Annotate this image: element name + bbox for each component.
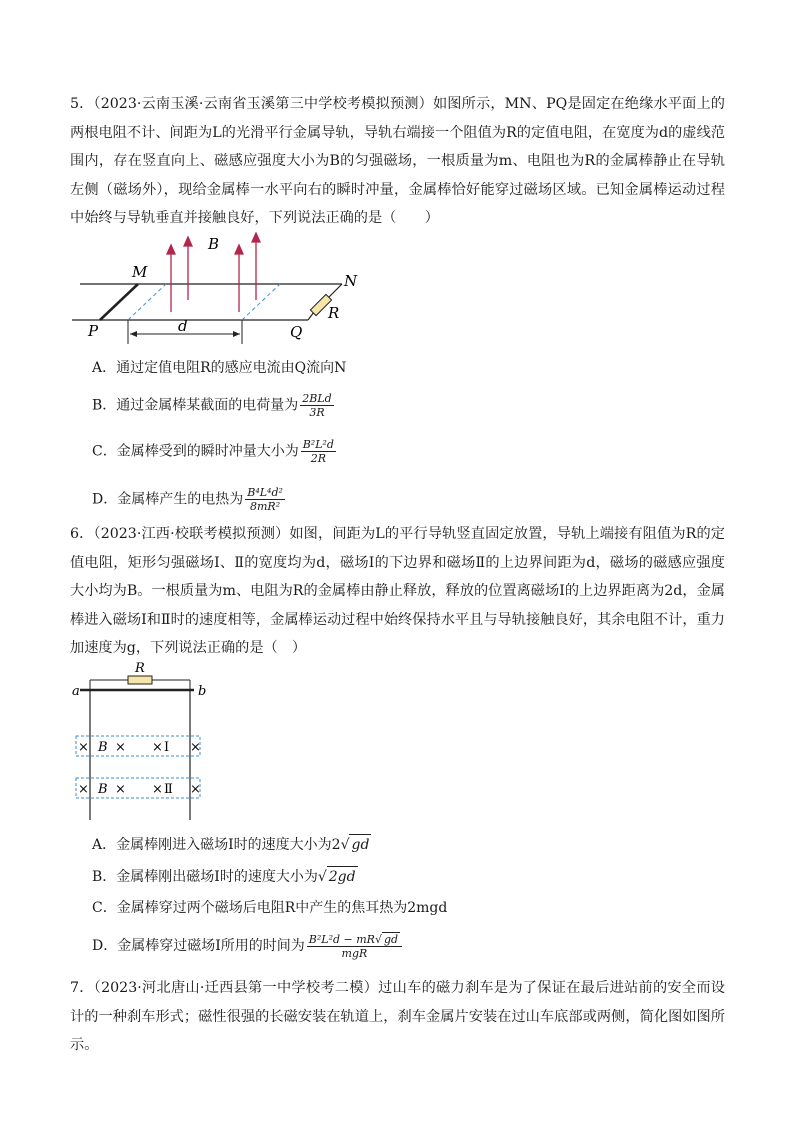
numerator-part: B²L²d − mR — [308, 933, 375, 946]
question-5-option-c — [92, 438, 336, 465]
option-d-fraction — [307, 932, 402, 960]
figure-label-B: B — [208, 235, 220, 253]
field-I-cross-1: × — [78, 740, 89, 755]
question-6-option-a — [92, 834, 371, 855]
fraction-numerator — [307, 932, 402, 947]
question-5-stem: 5．（2023·云南玉溪·云南省玉溪第三中学校考模拟预测）如图所示，MN、PQ是固定在绝缘水平面上的两根电阻不计、间距为L的光滑平行金属导轨，导轨右端接一个阻值为R的定值电阻，在宽度为d的虚线范围内，存在竖直向上、磁感应强度大小为B的匀强磁场，一根质量为m、电阻也为R的金属棒静止在导轨左侧（磁场外），现给金属棒一水平向右的瞬时冲量，金属棒恰好能穿过磁场区域。已知金属棒运动过程中始终与导轨垂直并接触良好，下列说法正确的是（ ） — [70, 96, 725, 226]
field-I-label: Ⅰ — [164, 740, 170, 755]
figure-label-N: N — [344, 272, 358, 290]
question-5-option-b — [92, 392, 334, 419]
question-7-stem: 7．（2023·河北唐山·迁西县第一中学校考二模）过山车的磁力刹车是为了保证在最后进站前的安全而设计的一种刹车形式；磁性很强的长磁安装在轨道上，刹车金属片安装在过山车底部或两侧，简化图如图所示。 — [70, 980, 725, 1053]
option-a-coefficient: 2 — [331, 837, 341, 853]
fraction-denominator: mgR — [341, 947, 368, 960]
field-II-label-B: B — [98, 782, 108, 797]
sqrt-symbol: √ — [340, 837, 350, 853]
fraction-denominator: 2R — [310, 452, 326, 465]
option-b-fraction — [300, 392, 333, 419]
figure-rails-magnetic-field — [70, 232, 370, 344]
fraction-denominator: 8mR² — [250, 500, 281, 513]
option-c-text: C．金属棒受到的瞬时冲量大小为 — [92, 443, 299, 460]
option-c-fraction — [301, 438, 336, 465]
option-b-radicand: 2gd — [327, 866, 358, 887]
fraction-numerator: 2BLd — [302, 392, 332, 405]
field-II-cross-4: × — [190, 782, 201, 797]
option-b-text: B．金属棒刚出磁场Ⅰ时的速度大小为 — [92, 869, 318, 885]
figure-label-R: R — [135, 661, 145, 676]
question-6-option-b — [92, 866, 358, 887]
figure-label-P: P — [88, 322, 99, 340]
figure-label-a: a — [72, 684, 80, 699]
sqrt-symbol: √ — [317, 869, 327, 885]
sqrt-symbol: √ — [374, 933, 382, 946]
fraction-denominator: 3R — [309, 406, 325, 419]
figure-label-M: M — [132, 263, 148, 281]
field-I-label-B: B — [98, 740, 108, 755]
question-6-stem: 6．（2023·江西·校联考模拟预测）如图，间距为L的平行导轨竖直固定放置，导轨上端接有阻值为R的定值电阻，矩形匀强磁场Ⅰ、Ⅱ的宽度均为d，磁场Ⅰ的下边界和磁场Ⅱ的上边界间距为d，磁场的磁感应强度大小均为B。一根质量为m、电阻为R的金属棒由静止释放，释放的位置离磁场Ⅰ的上边界距离为2d，金属棒进入磁场Ⅰ和Ⅱ时的速度相等，金属棒运动过程中始终保持水平且与导轨接触良好，其余电阻不计，重力加速度为g，下列说法正确的是（ ） — [70, 526, 725, 656]
option-b-text: B．通过金属棒某截面的电荷量为 — [92, 397, 299, 414]
figure-vertical-rails-two-fields — [70, 660, 210, 822]
figure-label-R: R — [328, 304, 340, 322]
question-6-option-d — [92, 932, 402, 960]
fraction-numerator: B⁴L⁴d² — [247, 486, 283, 499]
field-II-cross-2: × — [115, 782, 126, 797]
question-5-option-d — [92, 486, 285, 513]
figure-label-d: d — [178, 317, 188, 335]
field-I-cross-3: × — [152, 740, 163, 755]
question-6-option-c: C．金属棒穿过两个磁场后电阻R中产生的焦耳热为2mgd — [92, 900, 448, 916]
option-a-text: A．金属棒刚进入磁场Ⅰ时的速度大小为 — [92, 837, 332, 853]
field-II-label: Ⅱ — [164, 782, 173, 797]
numerator-radicand: gd — [383, 933, 399, 946]
question-5-option-a: A．通过定值电阻R的感应电流由Q流向N — [92, 360, 347, 376]
option-a-radicand: gd — [349, 834, 371, 855]
option-d-text: D．金属棒穿过磁场Ⅰ所用的时间为 — [92, 938, 305, 954]
figure-label-b: b — [198, 684, 207, 699]
option-d-fraction — [245, 486, 285, 513]
field-I-cross-4: × — [190, 740, 201, 755]
fraction-numerator: B²L²d — [302, 438, 334, 451]
field-II-cross-3: × — [152, 782, 163, 797]
option-d-text: D．金属棒产生的电热为 — [92, 491, 244, 508]
figure-label-Q: Q — [290, 323, 303, 341]
field-I-cross-2: × — [115, 740, 126, 755]
field-II-cross-1: × — [78, 782, 89, 797]
